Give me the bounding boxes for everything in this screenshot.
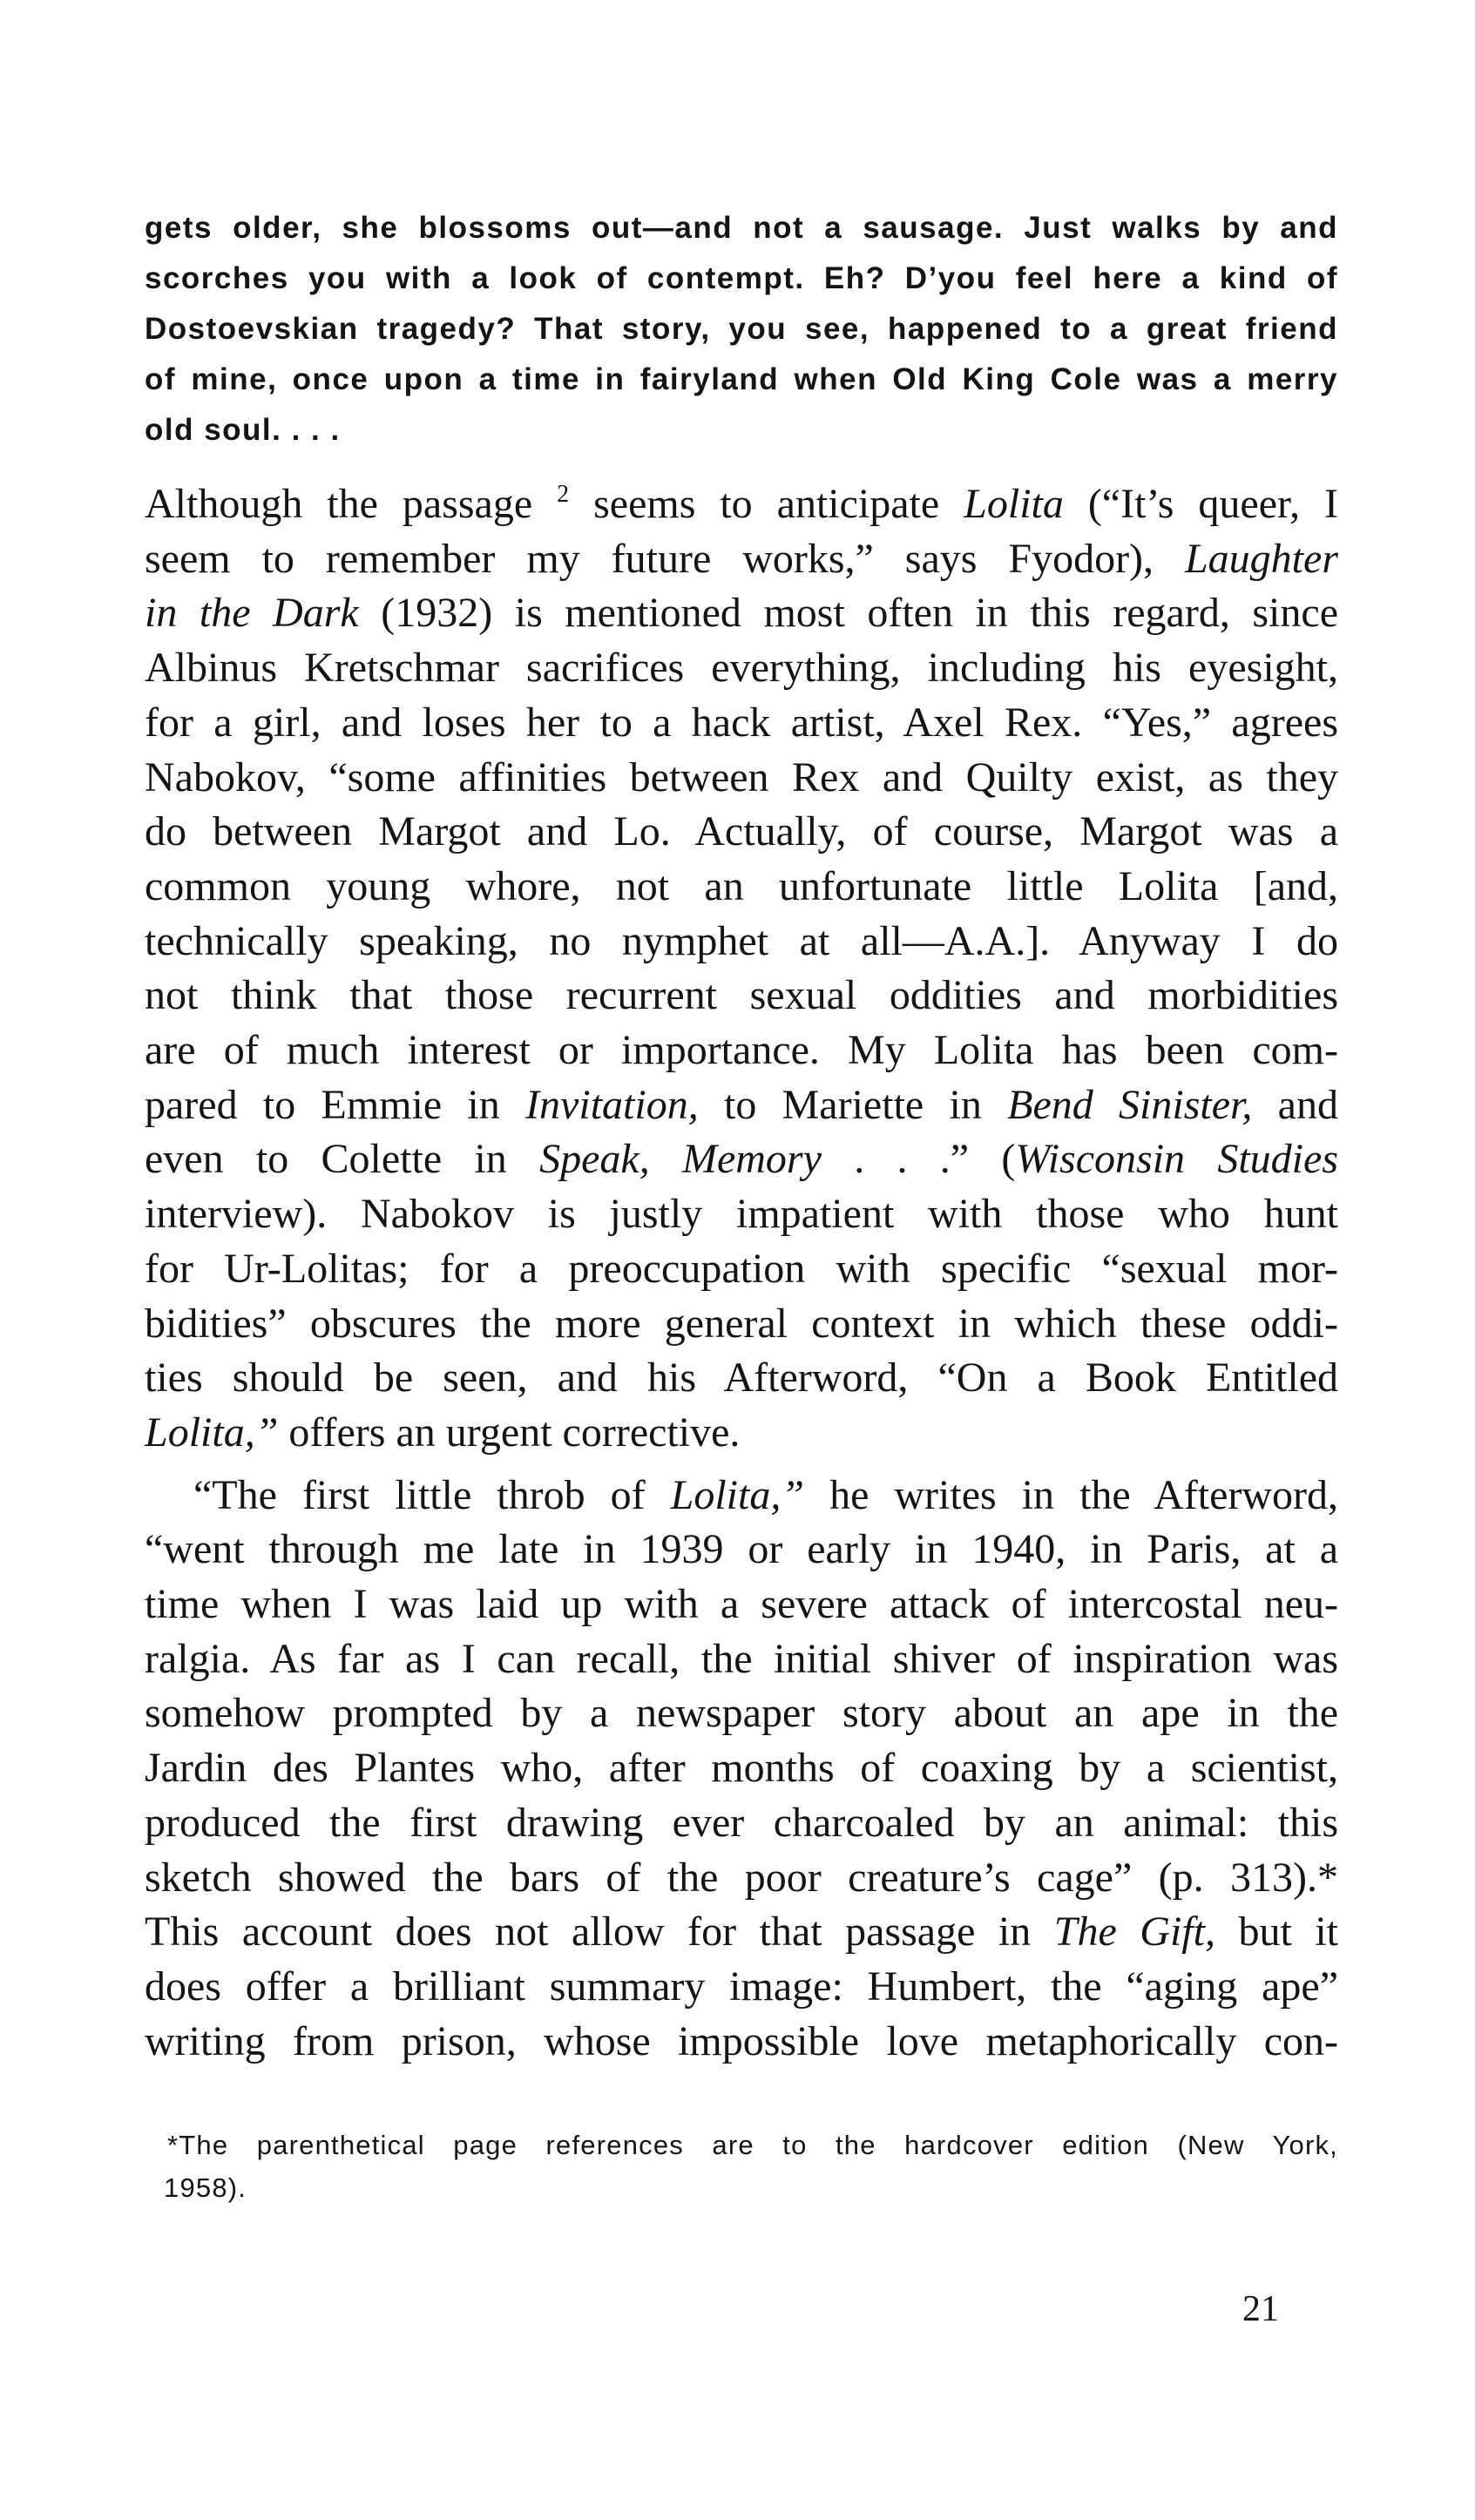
footnote-line: *The parenthetical page references are to the hardcover edition (New York, bbox=[167, 2130, 1338, 2160]
body-line bbox=[145, 477, 1338, 532]
body-line: Albinus Kretschmar sacrifices everything, including his eyesight, bbox=[145, 645, 1338, 692]
text-run: but it bbox=[1215, 1909, 1339, 1956]
body-line: writing from prison, whose impossible love metaphorically con- bbox=[145, 2017, 1338, 2064]
title-italic: Lolita,” bbox=[670, 1471, 805, 1518]
body-line bbox=[145, 1469, 1338, 1523]
text-run: pared to Emmie in bbox=[145, 1081, 526, 1128]
body-line: do between Margot and Lo. Actually, of course, Margot was a bbox=[145, 808, 1338, 855]
quote-line: gets older, she blossoms out—and not a sausage. Just walks by and bbox=[145, 211, 1338, 245]
footnote bbox=[164, 2124, 1338, 2209]
text-run: offers an urgent corrective. bbox=[278, 1409, 741, 1456]
body-line bbox=[145, 1132, 1338, 1187]
title-italic: Lolita bbox=[964, 481, 1064, 527]
text-run: to Mariette in bbox=[698, 1081, 1008, 1128]
body-line: sketch showed the bars of the poor creature’s cage” (p. 313).* bbox=[145, 1854, 1338, 1901]
text-run: Although the passage bbox=[145, 481, 558, 527]
body-line: produced the first drawing ever charcoaled by an animal: this bbox=[145, 1799, 1338, 1846]
text-run: seems to anticipate bbox=[569, 481, 964, 527]
title-italic: in the Dark bbox=[145, 590, 359, 637]
text-run: even to Colette in bbox=[145, 1136, 540, 1183]
title-italic: Laughter bbox=[1184, 535, 1338, 582]
footnote-ref: 2 bbox=[557, 481, 570, 508]
title-italic: Speak, Memory bbox=[539, 1136, 822, 1183]
title-italic: Bend Sinister, bbox=[1007, 1081, 1253, 1128]
body-line: for Ur-Lolitas; for a preoccupation with specific “sexual mor- bbox=[145, 1245, 1338, 1292]
body-line bbox=[145, 1406, 1338, 1461]
body-line: Nabokov, “some affinities between Rex and Quilty exist, as they bbox=[145, 753, 1338, 801]
body-line bbox=[145, 1078, 1338, 1133]
block-quote bbox=[145, 203, 1338, 456]
body-line: bidities” obscures the more general context in which these oddi- bbox=[145, 1300, 1338, 1347]
quote-line: old soul. . . . bbox=[145, 413, 341, 447]
text-run: This account does not allow for that passage in bbox=[145, 1909, 1054, 1956]
body-line: “went through me late in 1939 or early in 1940, in Paris, at a bbox=[145, 1526, 1338, 1573]
quote-line: Dostoevskian tragedy? That story, you see, happened to a great friend bbox=[145, 312, 1338, 346]
body-line: Jardin des Plantes who, after months of coaxing by a scientist, bbox=[145, 1745, 1338, 1792]
quote-line: of mine, once upon a time in fairyland when Old King Cole was a merry bbox=[145, 362, 1338, 396]
text-run: seem to remember my future works,” says Fyodor), bbox=[145, 535, 1185, 582]
body-line: interview). Nabokov is justly impatient with those who hunt bbox=[145, 1191, 1338, 1238]
body-text bbox=[145, 477, 1338, 2069]
body-line bbox=[145, 586, 1338, 641]
body-line bbox=[145, 532, 1338, 587]
text-run: (“It’s queer, I bbox=[1063, 481, 1339, 527]
text-run: he writes in the Afterword, bbox=[804, 1471, 1339, 1518]
footnote-line: 1958). bbox=[164, 2172, 247, 2203]
body-line: ties should be seen, and his Afterword, “On a Book Entitled bbox=[145, 1355, 1338, 1402]
body-line: are of much interest or importance. My Lolita has been com- bbox=[145, 1027, 1338, 1074]
body-line: common young whore, not an unfortunate little Lolita [and, bbox=[145, 862, 1338, 909]
body-line bbox=[145, 1905, 1338, 1960]
body-line: ralgia. As far as I can recall, the initial shiver of inspiration was bbox=[145, 1635, 1338, 1682]
title-italic: Invitation, bbox=[525, 1081, 699, 1128]
page-number: 21 bbox=[1242, 2289, 1279, 2329]
text-run: and bbox=[1252, 1081, 1338, 1128]
body-line: somehow prompted by a newspaper story about an ape in the bbox=[145, 1690, 1338, 1737]
text-run: . . .” ( bbox=[821, 1136, 1016, 1183]
body-line: not think that those recurrent sexual oddities and morbidities bbox=[145, 972, 1338, 1019]
text-run: (1932) is mentioned most often in this regard, since bbox=[358, 590, 1339, 637]
quote-line: scorches you with a look of contempt. Eh? D’you feel here a kind of bbox=[145, 261, 1338, 295]
body-line: time when I was laid up with a severe attack of intercostal neu- bbox=[145, 1581, 1338, 1628]
title-italic: Wisconsin Studies bbox=[1015, 1136, 1338, 1183]
body-line: technically speaking, no nymphet at all—A.A.]. Anyway I do bbox=[145, 917, 1338, 964]
text-run: “The first little throb of bbox=[193, 1471, 671, 1518]
title-italic: The Gift, bbox=[1053, 1909, 1215, 1956]
body-line: does offer a brilliant summary image: Humbert, the “aging ape” bbox=[145, 1963, 1338, 2010]
body-line: for a girl, and loses her to a hack artist, Axel Rex. “Yes,” agrees bbox=[145, 699, 1338, 746]
title-italic: Lolita,” bbox=[145, 1409, 279, 1456]
